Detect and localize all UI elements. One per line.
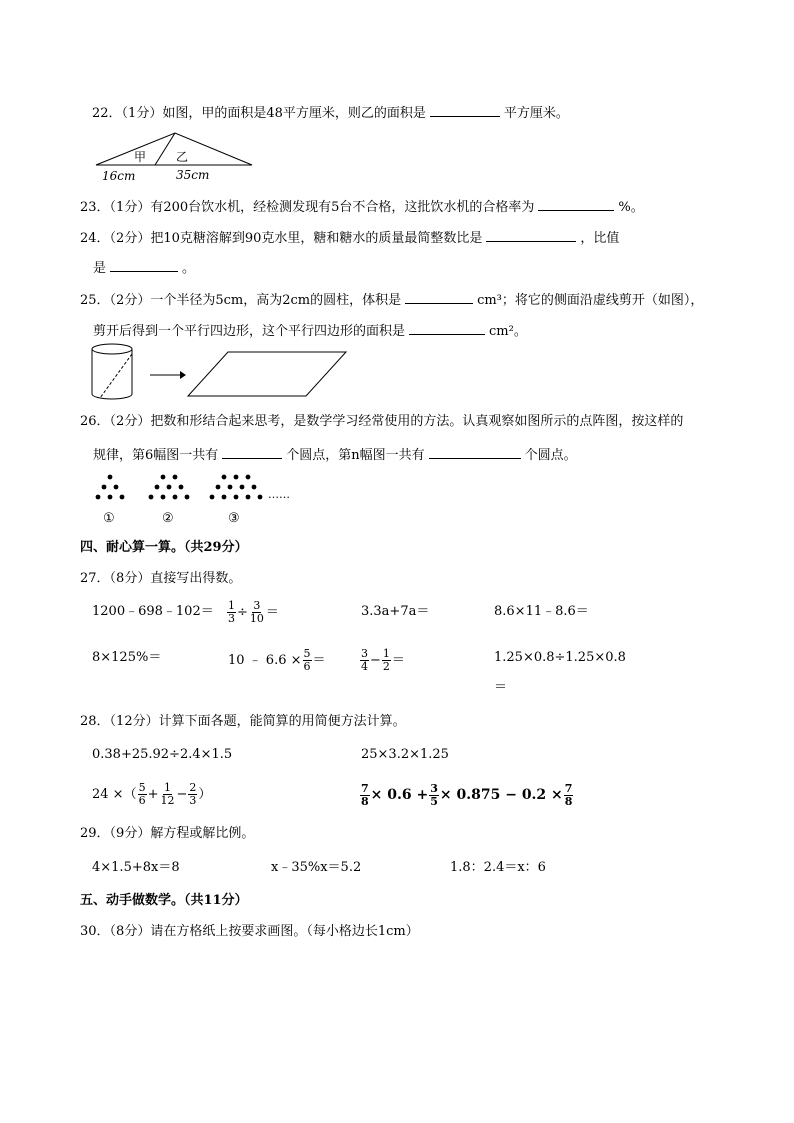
q27-title: 27．（8分）直接写出得数。 bbox=[80, 571, 242, 586]
q25-cylinder-figure bbox=[88, 342, 358, 402]
q22-triangle-figure bbox=[92, 130, 262, 186]
q24-line1 bbox=[80, 228, 619, 247]
q23-line bbox=[80, 197, 644, 216]
q26-dot-pattern-figure bbox=[88, 470, 318, 528]
q28-expr-2: 25×3.2×1.25 bbox=[361, 747, 449, 762]
q27-item-6: 10 ﹣ 6.6 × $\frac{5}{6}$ ＝ bbox=[228, 647, 326, 673]
q26-pattern-2 bbox=[149, 475, 190, 500]
q29-proportion-3: 1.8：2.4＝x：6 bbox=[450, 860, 546, 875]
q22-label-35cm: 35cm bbox=[176, 168, 210, 182]
q24-value-blank[interactable] bbox=[110, 258, 178, 272]
q26-label-3: ③ bbox=[228, 511, 240, 526]
fraction: $\frac{3}{4}$ bbox=[361, 647, 368, 673]
q27-item-1: 1200﹣698﹣102＝ bbox=[92, 604, 214, 619]
q25-volume-blank[interactable] bbox=[405, 290, 473, 304]
section-4-heading: 四、耐心算一算。（共29分） bbox=[80, 540, 248, 555]
q24-line2-text: 是 bbox=[93, 261, 107, 276]
fraction: $\frac{1}{3}$ bbox=[228, 599, 235, 625]
q22-line bbox=[92, 103, 569, 122]
q25-area-blank[interactable] bbox=[409, 321, 485, 335]
fraction: $\frac{3}{10}$ bbox=[249, 599, 264, 625]
fraction: $\frac{2}{3}$ bbox=[189, 781, 197, 807]
q24-line2 bbox=[93, 258, 195, 277]
fraction: $\frac{1}{12}$ bbox=[160, 781, 175, 807]
q30-title: 30．（8分）请在方格纸上按要求画图。（每小格边长1cm） bbox=[80, 924, 419, 939]
q22-text: 22．（1分）如图，甲的面积是48平方厘米，则乙的面积是 bbox=[92, 106, 426, 121]
q29-equation-1: 4×1.5+8x＝8 bbox=[92, 860, 180, 875]
q26-line2a: 规律，第6幅图一共有 bbox=[93, 448, 219, 463]
q25-line2-text: 剪开后得到一个平行四边形，这个平行四边形的面积是 bbox=[93, 324, 406, 339]
q25-text: 25．（2分）一个半径为5cm，高为2cm的圆柱，体积是 bbox=[80, 293, 402, 308]
q22-answer-blank[interactable] bbox=[430, 103, 500, 117]
q25-unit2: cm²。 bbox=[489, 324, 527, 339]
q26-pattern-3 bbox=[210, 475, 263, 500]
fraction: $\frac{3}{5}$ bbox=[430, 781, 438, 808]
q25-unit1: cm³；将它的侧面沿虚线剪开（如图）， bbox=[477, 293, 704, 308]
q24-text: 24．（2分）把10克糖溶解到90克水里，糖和糖水的质量最简整数比是 bbox=[80, 231, 483, 246]
fraction: $\frac{7}{8}$ bbox=[564, 781, 573, 808]
q24-mid: ，比值 bbox=[580, 231, 620, 246]
q22-label-yi: 乙 bbox=[176, 150, 189, 164]
fraction: $\frac{1}{2}$ bbox=[382, 647, 390, 673]
q28-expr-4: $\frac{7}{8}$ × 0.6 + $\frac{3}{5}$ × 0.875 − 0.2 × $\frac{7}{8}$ bbox=[361, 781, 573, 808]
q27-item-3: 3.3a+7a＝ bbox=[361, 604, 430, 619]
q22-label-16cm: 16cm bbox=[102, 169, 136, 183]
q23-text: 23．（1分）有200台饮水机，经检测发现有5台不合格，这批饮水机的合格率为 bbox=[80, 200, 535, 215]
q27-item-4: 8.6×11﹣8.6＝ bbox=[494, 604, 589, 619]
q26-line2 bbox=[93, 445, 577, 464]
fraction: $\frac{7}{8}$ bbox=[361, 781, 369, 808]
q28-expr-3: 24 ×（ $\frac{5}{6}$ + $\frac{1}{12}$ − $\frac{2}{3}$ ） bbox=[92, 781, 212, 807]
q28-title: 28．（12分）计算下面各题，能简算的用简便方法计算。 bbox=[80, 714, 406, 729]
q29-equation-2: x﹣35%x＝5.2 bbox=[271, 860, 362, 875]
q29-title: 29．（9分）解方程或解比例。 bbox=[80, 826, 255, 841]
q26-blank-6th[interactable] bbox=[222, 445, 282, 459]
q26-blank-nth[interactable] bbox=[429, 445, 521, 459]
q26-line2c: 个圆点。 bbox=[524, 448, 577, 463]
q26-ellipsis: …… bbox=[268, 488, 290, 501]
q26-line1 bbox=[80, 414, 683, 430]
q25-line2 bbox=[93, 321, 527, 340]
q27-item-8: 1.25×0.8÷1.25×0.8 bbox=[494, 650, 626, 665]
q28-expr-1: 0.38+25.92÷2.4×1.5 bbox=[92, 747, 233, 762]
q27-item-8-equals: ＝ bbox=[494, 680, 508, 695]
q24-ratio-blank[interactable] bbox=[486, 228, 576, 242]
q26-text: 26．（2分）把数和形结合起来思考，是数学学习经常使用的方法。认真观察如图所示的点阵图，按这样的 bbox=[80, 414, 684, 429]
q26-label-1: ① bbox=[103, 511, 115, 526]
section-5-heading: 五、动手做数学。（共11分） bbox=[80, 893, 248, 908]
q27-item-5: 8×125%＝ bbox=[92, 650, 162, 665]
q25-line1 bbox=[80, 290, 703, 309]
q22-unit: 平方厘米。 bbox=[503, 106, 569, 121]
q22-label-jia: 甲 bbox=[134, 150, 147, 164]
q23-unit: %。 bbox=[618, 200, 644, 215]
q26-line2b: 个圆点，第n幅图一共有 bbox=[286, 448, 425, 463]
q27-item-7: $\frac{3}{4}$ − $\frac{1}{2}$ ＝ bbox=[361, 647, 405, 673]
q27-item-2: $\frac{1}{3}$ ÷ $\frac{3}{10}$ ＝ bbox=[228, 599, 279, 625]
fraction: $\frac{5}{6}$ bbox=[138, 781, 146, 807]
q26-label-2: ② bbox=[162, 511, 174, 526]
fraction: $\frac{5}{6}$ bbox=[303, 647, 311, 673]
q26-pattern-1 bbox=[96, 475, 125, 500]
q24-end: 。 bbox=[182, 261, 196, 276]
q23-answer-blank[interactable] bbox=[538, 197, 614, 211]
